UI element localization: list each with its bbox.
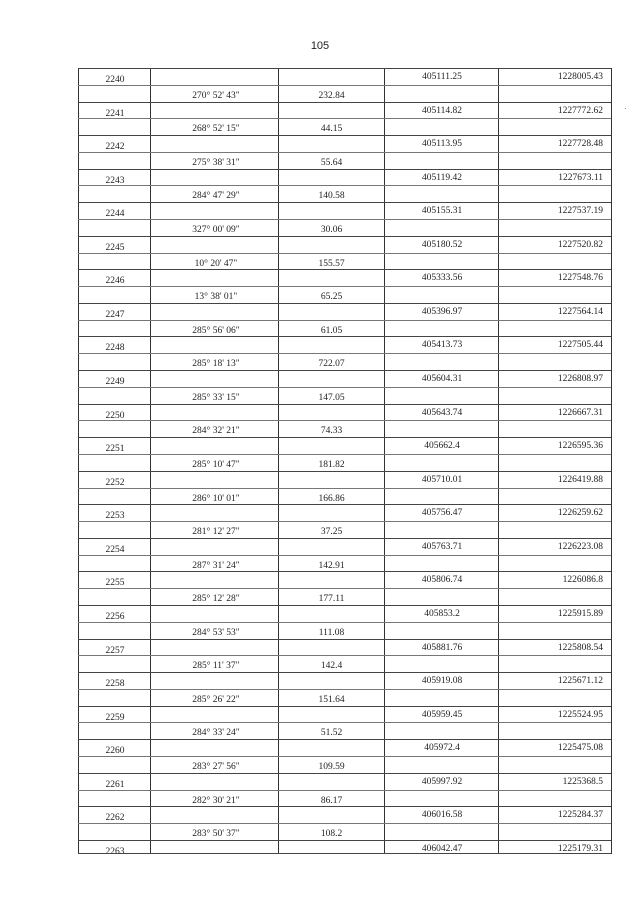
bearing: 282° 30' 21" [192, 795, 240, 806]
segment-row [78, 622, 611, 640]
north-coordinate: 405113.95 [421, 139, 463, 150]
east-coordinate: 1227728.48 [557, 139, 603, 150]
bearing: 284° 53' 53" [192, 627, 240, 638]
point-row [78, 806, 611, 824]
bearing: 327° 00' 09" [192, 225, 240, 236]
point-row [78, 639, 611, 657]
distance: 109.59 [318, 761, 345, 772]
east-coordinate: 1225671.12 [557, 676, 603, 687]
segment-row [78, 253, 611, 271]
north-coordinate: 405972.4 [424, 743, 460, 754]
point-id: 2263 [105, 846, 125, 857]
point-row [78, 471, 611, 489]
segment-row [78, 320, 611, 338]
north-coordinate: 405763.71 [421, 541, 463, 552]
point-id: 2254 [105, 544, 125, 555]
point-id: 2251 [105, 444, 125, 455]
bearing: 284° 32' 21" [192, 426, 240, 437]
east-coordinate: 1228005.43 [557, 72, 603, 82]
point-row [78, 303, 611, 321]
distance: 181.82 [318, 459, 345, 470]
north-coordinate: 405662.4 [424, 441, 460, 452]
bearing: 285° 12' 28" [192, 594, 240, 605]
distance: 65.25 [320, 292, 343, 303]
segment-row [78, 85, 611, 103]
point-id: 2255 [105, 578, 125, 589]
point-row [78, 739, 611, 757]
point-row [78, 169, 611, 187]
point-id: 2253 [105, 511, 125, 522]
distance: 155.57 [318, 258, 345, 269]
point-id: 2256 [105, 611, 125, 622]
east-coordinate: 1225368.5 [562, 776, 603, 787]
point-id: 2240 [105, 75, 125, 85]
north-coordinate: 405806.74 [421, 575, 463, 586]
bearing: 268° 52' 15" [192, 124, 240, 135]
point-id: 2243 [105, 175, 125, 186]
coordinate-table [78, 68, 611, 857]
segment-row [78, 555, 611, 573]
bearing: 281° 12' 27" [192, 527, 240, 538]
point-id: 2260 [105, 746, 125, 757]
segment-row [78, 521, 611, 539]
point-id: 2252 [105, 477, 125, 488]
bearing: 283° 50' 37" [192, 829, 240, 840]
north-coordinate: 405180.52 [421, 239, 463, 250]
bearing: 270° 52' 43" [192, 90, 240, 101]
point-id: 2259 [105, 712, 125, 723]
segment-row [78, 588, 611, 606]
east-coordinate: 1225284.37 [557, 810, 603, 821]
distance: 142.4 [320, 661, 343, 672]
point-row [78, 773, 611, 791]
distance: 722.07 [318, 359, 345, 370]
segment-row [78, 488, 611, 506]
point-row [78, 706, 611, 724]
point-id: 2261 [105, 779, 125, 790]
bearing: 286° 10' 01" [192, 493, 240, 504]
east-coordinate: 1226259.62 [557, 508, 603, 519]
distance: 61.05 [320, 325, 343, 336]
east-coordinate: 1227537.19 [557, 206, 603, 217]
bearing: 285° 11' 37" [192, 661, 240, 672]
segment-row [78, 689, 611, 707]
point-row [78, 404, 611, 422]
table-border-right [611, 68, 612, 854]
distance: 142.91 [318, 560, 345, 571]
distance: 111.08 [318, 627, 345, 638]
north-coordinate: 405710.01 [421, 474, 463, 485]
segment-row [78, 655, 611, 673]
segment-row [78, 152, 611, 170]
segment-row [78, 286, 611, 304]
point-id: 2249 [105, 377, 125, 388]
segment-row [78, 790, 611, 808]
north-coordinate: 405881.76 [421, 642, 463, 653]
segment-row [78, 387, 611, 405]
point-row [78, 135, 611, 153]
distance: 166.86 [318, 493, 345, 504]
point-row [78, 605, 611, 623]
distance: 147.05 [318, 392, 345, 403]
segment-row [78, 353, 611, 371]
east-coordinate: 1227673.11 [558, 172, 603, 183]
segment-row [78, 823, 611, 841]
east-coordinate: 1226419.88 [557, 474, 603, 485]
bearing: 285° 26' 22" [192, 694, 240, 705]
bearing: 285° 10' 47" [192, 459, 240, 470]
east-coordinate: 1227520.82 [557, 239, 603, 250]
point-id: 2257 [105, 645, 125, 656]
segment-row [78, 454, 611, 472]
east-coordinate: 1226808.97 [557, 374, 603, 385]
distance: 232.84 [318, 90, 345, 101]
distance: 140.58 [318, 191, 345, 202]
east-coordinate: 1227564.14 [557, 306, 603, 317]
point-row [78, 102, 611, 120]
point-row [78, 202, 611, 220]
distance: 30.06 [320, 225, 343, 236]
point-id: 2247 [105, 309, 125, 320]
point-row [78, 840, 611, 858]
east-coordinate: 1225475.08 [557, 743, 603, 754]
distance: 177.11 [318, 594, 345, 605]
north-coordinate: 405396.97 [421, 306, 463, 317]
point-id: 2250 [105, 410, 125, 421]
north-coordinate: 405114.82 [421, 105, 463, 116]
bearing: 285° 33' 15" [192, 392, 240, 403]
distance: 55.64 [320, 157, 343, 168]
east-coordinate: 1225179.31 [557, 843, 603, 854]
east-coordinate: 1225524.95 [557, 709, 603, 720]
point-id: 2242 [105, 142, 125, 153]
segment-row [78, 722, 611, 740]
north-coordinate: 405111.25 [422, 72, 462, 82]
north-coordinate: 405413.73 [421, 340, 463, 351]
east-coordinate: 1227772.62 [557, 105, 603, 116]
north-coordinate: 405919.08 [421, 676, 463, 687]
point-row [78, 538, 611, 556]
point-row [78, 571, 611, 589]
point-id: 2246 [105, 276, 125, 287]
east-coordinate: 1226223.08 [557, 541, 603, 552]
distance: 86.17 [320, 795, 343, 806]
page-number: 105 [310, 40, 330, 52]
distance: 74.33 [320, 426, 343, 437]
bearing: 284° 33' 24" [192, 728, 240, 739]
bearing: 285° 18' 13" [192, 359, 240, 370]
scan-speck [625, 108, 626, 109]
bearing: 283° 27' 56" [192, 761, 240, 772]
north-coordinate: 406042.47 [421, 843, 463, 854]
north-coordinate: 405643.74 [421, 407, 463, 418]
point-row [78, 236, 611, 254]
segment-row [78, 420, 611, 438]
segment-row [78, 118, 611, 136]
table-border-bottom [78, 853, 611, 854]
segment-row [78, 185, 611, 203]
north-coordinate: 405959.45 [421, 709, 463, 720]
east-coordinate: 1226086.8 [562, 575, 603, 586]
point-id: 2241 [105, 108, 125, 119]
point-id: 2248 [105, 343, 125, 354]
east-coordinate: 1227548.76 [557, 273, 603, 284]
east-coordinate: 1225915.89 [557, 608, 603, 619]
point-row [78, 370, 611, 388]
distance: 151.64 [318, 694, 345, 705]
point-id: 2244 [105, 209, 125, 220]
point-row [78, 504, 611, 522]
north-coordinate: 405756.47 [421, 508, 463, 519]
east-coordinate: 1227505.44 [557, 340, 603, 351]
distance: 44.15 [320, 124, 343, 135]
point-row [78, 336, 611, 354]
point-id: 2245 [105, 242, 125, 253]
north-coordinate: 405604.31 [421, 374, 463, 385]
bearing: 285° 56' 06" [192, 325, 240, 336]
point-row [78, 269, 611, 287]
east-coordinate: 1226667.31 [557, 407, 603, 418]
bearing: 284° 47' 29" [192, 191, 240, 202]
bearing: 13° 38' 01" [194, 292, 238, 303]
segment-row [78, 756, 611, 774]
east-coordinate: 1225808.54 [557, 642, 603, 653]
north-coordinate: 405853.2 [424, 608, 460, 619]
north-coordinate: 405333.56 [421, 273, 463, 284]
distance: 108.2 [320, 829, 343, 840]
distance: 37.25 [320, 527, 343, 538]
point-id: 2258 [105, 679, 125, 690]
point-row [78, 672, 611, 690]
east-coordinate: 1226595.36 [557, 441, 603, 452]
distance: 51.52 [320, 728, 343, 739]
north-coordinate: 405997.92 [421, 776, 463, 787]
bearing: 287° 31' 24" [192, 560, 240, 571]
point-id: 2262 [105, 813, 125, 824]
bearing: 10° 20' 47" [194, 258, 238, 269]
north-coordinate: 405155.31 [421, 206, 463, 217]
segment-row [78, 219, 611, 237]
point-row [78, 437, 611, 455]
north-coordinate: 405119.42 [421, 172, 463, 183]
north-coordinate: 406016.58 [421, 810, 463, 821]
bearing: 275° 38' 31" [192, 157, 240, 168]
point-row [78, 68, 611, 86]
